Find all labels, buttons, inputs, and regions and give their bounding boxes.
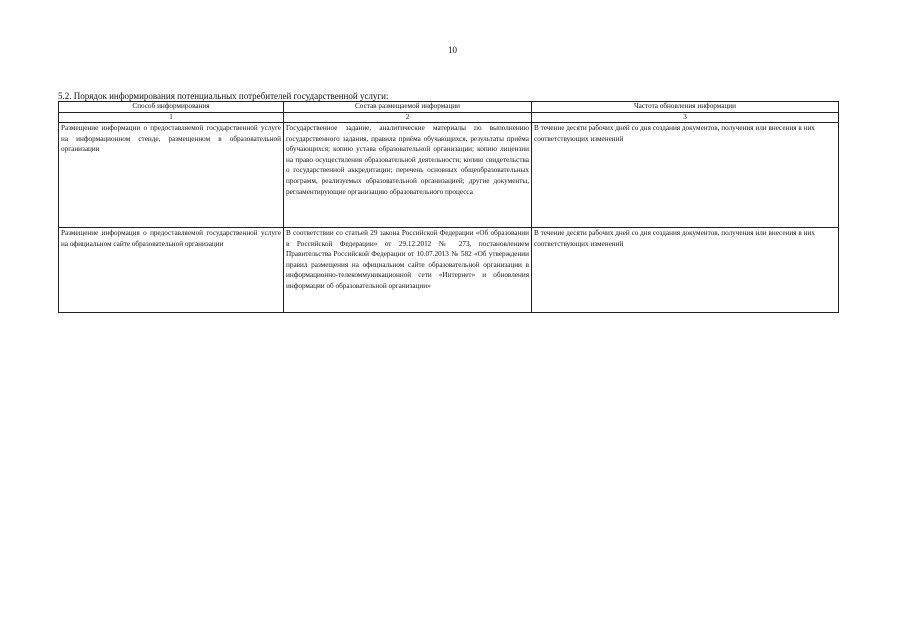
information-table [58,101,839,313]
cell-method: Размещение информации о предоставляемой государственной услуге на информационном стенде, размещенном в образовательной организации [59,123,284,228]
header-content: Состав размещаемой информации [284,102,532,113]
column-number-row [59,113,839,123]
column-number: 3 [532,113,839,123]
column-number: 2 [284,113,532,123]
table-header-row [59,102,839,113]
table-row [59,123,839,228]
header-method: Способ информирования [59,102,284,113]
cell-frequency: В течение десяти рабочих дней со дня создания документов, получения или внесения в них соответствующих изменений [532,123,839,228]
table-row [59,228,839,313]
cell-content: Государственное задание, аналитические материалы по выполнению государственного задания, правила приёма обучающихся, результаты приёма обучающихся; копию устава образовательной организации; копию лицензии на право осуществления образовательной деятельности; копию свидетельства о государственной аккредитации; перечень основных общеобразовательных программ, реализуемых образовательной организацией; другие документы, регламентирующие организацию образовательного процесса [284,123,532,228]
cell-frequency: В течение десяти рабочих дней со дня создания документов, получения или внесения в них соответствующих изменений [532,228,839,313]
cell-method: Размещение информация о предоставляемой государственной услуге на официальном сайте образовательной организации [59,228,284,313]
section-title: 5.2. Порядок информирования потенциальных потребителей государственной услуги: [58,91,389,101]
page-number: 10 [448,45,457,55]
cell-content: В соответствии со статьей 29 закона Российской Федерации «Об образовании в Российской Федерации» от 29.12.2012 № 273, постановлением Правительства Российской Федерации от 10.07.2013 № 582 «Об утверждении правил размещения на официальном сайте образовательной организации в информационно-телекоммуникационной сети «Интернет» и обновления информации об образовательной организации» [284,228,532,313]
header-frequency: Частота обновления информации [532,102,839,113]
column-number: 1 [59,113,284,123]
